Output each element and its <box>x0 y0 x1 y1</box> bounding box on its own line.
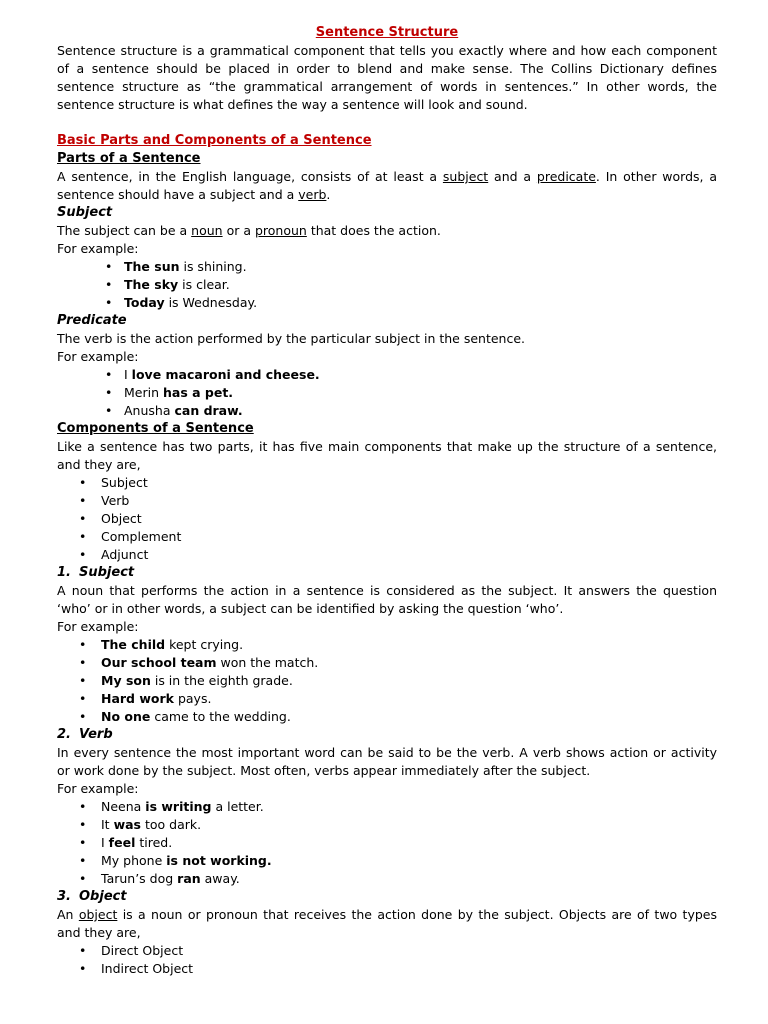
page-title: Sentence Structure <box>315 25 459 40</box>
intro-line: Sentence structure is a grammatical component that tells you exactly where and how each component <box>57 43 717 58</box>
section-paragraph-line: A noun that performs the action in a sentence is considered as the subject. It answers the question <box>57 583 717 598</box>
bold-text: The sun <box>124 259 180 274</box>
text: a letter. <box>211 799 264 814</box>
text: Anusha <box>124 403 175 418</box>
list-item <box>57 294 717 312</box>
subject-paragraph <box>57 222 717 240</box>
list-item <box>57 258 717 276</box>
parts-paragraph-line <box>57 168 717 186</box>
parts-heading: Parts of a Sentence <box>57 151 201 166</box>
text: is shining. <box>179 259 247 274</box>
text: sentence should have a subject and a <box>57 187 299 202</box>
for-example-label: For example: <box>57 349 139 364</box>
section-title: Subject <box>79 565 135 580</box>
intro-paragraph <box>57 42 717 114</box>
list-item <box>57 708 717 726</box>
text: came to the wedding. <box>150 709 291 724</box>
text: or a <box>222 223 255 238</box>
bold-text: love macaroni and cheese. <box>131 367 320 382</box>
list-item <box>57 654 717 672</box>
list-item: • Complement <box>57 528 717 546</box>
text: . In other words, a <box>595 169 717 184</box>
list-item <box>57 816 717 834</box>
intro-line: of a sentence should be placed in order to blend and make sense. The Collins Dictionary defines <box>57 61 717 76</box>
list-item <box>57 366 717 384</box>
bold-text: has a pet. <box>162 385 234 400</box>
list-item <box>57 384 717 402</box>
intro-line: sentence structure is what defines the way a sentence will look and sound. <box>57 97 528 112</box>
text: Neena <box>101 799 146 814</box>
list-item <box>57 870 717 888</box>
basic-parts-heading: Basic Parts and Components of a Sentence <box>57 133 372 148</box>
parts-paragraph-line <box>57 186 717 204</box>
text: The subject can be a <box>57 223 192 238</box>
list-item: • Adjunct <box>57 546 717 564</box>
section-number: 1. <box>57 565 71 580</box>
list-item <box>57 672 717 690</box>
list-item <box>57 798 717 816</box>
list-item <box>57 690 717 708</box>
text: that does the action. <box>306 223 441 238</box>
text: kept crying. <box>165 637 244 652</box>
object-link[interactable]: object <box>78 907 118 922</box>
text: It <box>101 817 114 832</box>
for-example-label: For example: <box>57 241 139 256</box>
bold-text: The sky <box>124 277 179 292</box>
section-paragraph-line: In every sentence the most important word can be said to be the verb. A verb shows action or activity <box>57 745 717 760</box>
section-number: 2. <box>57 727 71 742</box>
text: I <box>124 367 132 382</box>
list-item <box>57 276 717 294</box>
list-item: • Direct Object <box>57 942 717 960</box>
predicate-paragraph: The verb is the action performed by the particular subject in the sentence. <box>57 331 526 346</box>
components-heading: Components of a Sentence <box>57 421 254 436</box>
list-item: • Object <box>57 510 717 528</box>
list-item <box>57 852 717 870</box>
text: pays. <box>173 691 212 706</box>
text: Tarun’s dog <box>101 871 178 886</box>
list-item <box>57 834 717 852</box>
text: A sentence, in the English language, consists of at least a <box>57 169 443 184</box>
intro-line: sentence structure as “the grammatical arrangement of words in sentences.” In other words, the <box>57 79 717 94</box>
text: I <box>101 835 109 850</box>
text: is Wednesday. <box>164 295 258 310</box>
bold-text: can draw. <box>174 403 243 418</box>
list-item: • Indirect Object <box>57 960 717 978</box>
text: My phone <box>101 853 167 868</box>
section-paragraph-line: or work done by the subject. Most often, verbs appear immediately after the subject. <box>57 763 591 778</box>
text: is clear. <box>178 277 230 292</box>
section-paragraph-line <box>57 906 717 924</box>
predicate-heading: Predicate <box>57 313 127 328</box>
bold-text: Hard work <box>101 691 174 706</box>
pronoun-link[interactable]: pronoun <box>254 223 307 238</box>
bold-text: The child <box>101 637 166 652</box>
spacer <box>57 114 717 132</box>
components-paragraph-line: and they are, <box>57 457 141 472</box>
subject-link[interactable]: subject <box>442 169 489 184</box>
list-item <box>57 402 717 420</box>
text: An <box>57 907 79 922</box>
text: and a <box>488 169 537 184</box>
section-heading-subject <box>57 564 717 582</box>
for-example-label: For example: <box>57 781 139 796</box>
list-item: • Verb <box>57 492 717 510</box>
verb-link[interactable]: verb <box>298 187 327 202</box>
text: . <box>326 187 331 202</box>
bold-text: was <box>113 817 141 832</box>
bold-text: is not working. <box>166 853 272 868</box>
bold-text: ran <box>177 871 201 886</box>
list-item: • Subject <box>57 474 717 492</box>
section-paragraph-line: and they are, <box>57 925 141 940</box>
predicate-link[interactable]: predicate <box>536 169 596 184</box>
components-paragraph-line: Like a sentence has two parts, it has five main components that make up the structure of a sentence, <box>57 439 717 454</box>
bold-text: feel <box>108 835 136 850</box>
section-title: Verb <box>79 727 113 742</box>
bold-text: My son <box>101 673 151 688</box>
list-item <box>57 636 717 654</box>
subject-heading: Subject <box>57 205 113 220</box>
text: away. <box>200 871 240 886</box>
section-title: Object <box>79 889 127 904</box>
section-number: 3. <box>57 889 71 904</box>
text: tired. <box>135 835 173 850</box>
for-example-label: For example: <box>57 619 139 634</box>
document-content <box>57 24 717 978</box>
bold-text: Our school team <box>101 655 217 670</box>
bold-text: No one <box>101 709 151 724</box>
text: won the match. <box>216 655 319 670</box>
text: is a noun or pronoun that receives the action done by the subject. Objects are of two types <box>117 907 717 922</box>
bold-text: Today <box>124 295 165 310</box>
bold-text: is writing <box>145 799 212 814</box>
section-heading-object <box>57 888 717 906</box>
text: Merin <box>124 385 163 400</box>
noun-link[interactable]: noun <box>191 223 223 238</box>
text: too dark. <box>141 817 202 832</box>
section-heading-verb <box>57 726 717 744</box>
text: is in the eighth grade. <box>150 673 293 688</box>
section-paragraph-line: ‘who’ or in other words, a subject can be identified by asking the question ‘who’. <box>57 601 564 616</box>
